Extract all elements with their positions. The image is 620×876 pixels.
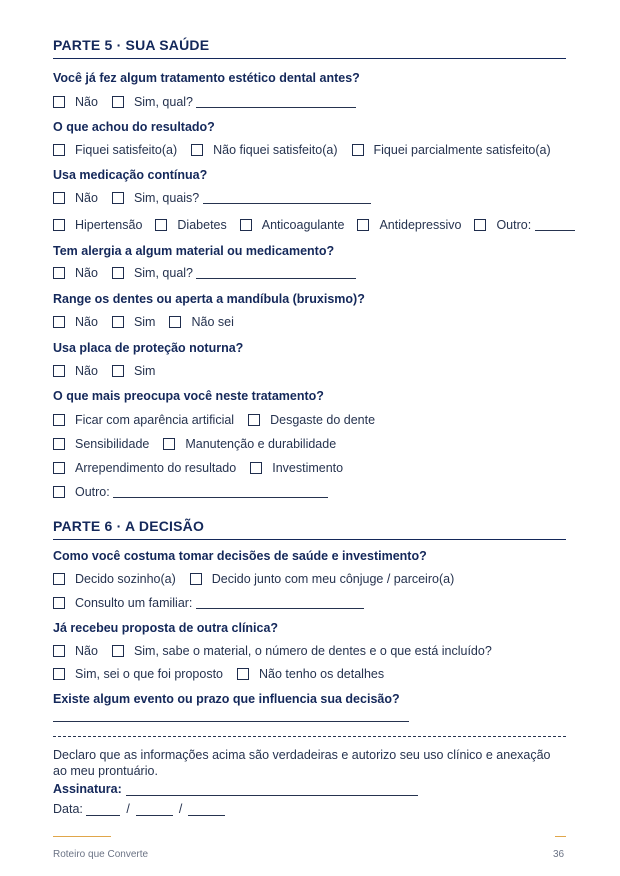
checkbox[interactable] <box>53 414 65 426</box>
options-decision-style-1 <box>53 571 468 587</box>
checkbox[interactable] <box>190 573 202 585</box>
part5-section <box>53 37 566 59</box>
question-other-clinic: Já recebeu proposta de outra clínica? <box>53 621 279 635</box>
answer-line[interactable] <box>196 597 364 609</box>
checkbox[interactable] <box>53 668 65 680</box>
question-main-concern: O que mais preocupa você neste tratamento? <box>53 389 324 403</box>
checkbox[interactable] <box>53 219 65 231</box>
signature-row <box>53 782 418 796</box>
checkbox[interactable] <box>53 316 65 328</box>
checkbox[interactable] <box>191 144 203 156</box>
checkbox[interactable] <box>53 462 65 474</box>
answer-line[interactable] <box>113 486 328 498</box>
checkbox[interactable] <box>474 219 486 231</box>
option-sensitivity[interactable]: Sensibilidade <box>53 437 149 451</box>
question-result-opinion: O que achou do resultado? <box>53 120 215 134</box>
option-other[interactable]: Outro: <box>474 218 574 232</box>
options-other-clinic-2 <box>53 666 398 682</box>
options-previous-treatment <box>53 94 370 110</box>
checkbox[interactable] <box>53 192 65 204</box>
option-yes[interactable]: Sim <box>112 364 156 378</box>
option-no[interactable]: Não <box>53 266 98 280</box>
date-day-line[interactable] <box>86 804 120 816</box>
option-no[interactable]: Não <box>53 315 98 329</box>
option-hypertension[interactable]: Hipertensão <box>53 218 142 232</box>
option-no-details[interactable]: Não tenho os detalhes <box>237 667 384 681</box>
option-not-satisfied[interactable]: Não fiquei satisfeito(a) <box>191 143 337 157</box>
options-medication-types <box>53 217 575 233</box>
option-yes-which[interactable]: Sim, quais? <box>112 191 371 205</box>
footer-accent-rule-right <box>555 836 566 837</box>
declaration-text: Declaro que as informações acima são verdadeiras e autorizo seu uso clínico e anexação ao meu prontuário. <box>53 748 551 778</box>
checkbox[interactable] <box>53 597 65 609</box>
date-label: Data: <box>53 802 83 816</box>
date-year-line[interactable] <box>188 804 225 816</box>
answer-line[interactable] <box>535 219 575 231</box>
option-maintenance-durability[interactable]: Manutenção e durabilidade <box>163 437 336 451</box>
option-satisfied[interactable]: Fiquei satisfeito(a) <box>53 143 177 157</box>
checkbox[interactable] <box>112 365 124 377</box>
part6-section <box>53 518 566 540</box>
options-allergy <box>53 265 370 281</box>
page-number: 36 <box>553 849 565 860</box>
option-yes[interactable]: Sim <box>112 315 156 329</box>
question-night-guard: Usa placa de proteção noturna? <box>53 341 244 355</box>
checkbox[interactable] <box>155 219 167 231</box>
options-continuous-medication <box>53 190 385 206</box>
checkbox[interactable] <box>53 144 65 156</box>
checkbox[interactable] <box>112 192 124 204</box>
option-no[interactable]: Não <box>53 191 98 205</box>
date-row <box>53 802 225 816</box>
checkbox[interactable] <box>112 267 124 279</box>
checkbox[interactable] <box>53 365 65 377</box>
footer-title: Roteiro que Converte <box>53 849 149 860</box>
checkbox[interactable] <box>53 267 65 279</box>
checkbox[interactable] <box>163 438 175 450</box>
question-decision-style: Como você costuma tomar decisões de saúde e investimento? <box>53 549 427 563</box>
checkbox[interactable] <box>169 316 181 328</box>
answer-line[interactable] <box>53 711 409 722</box>
option-no[interactable]: Não <box>53 95 98 109</box>
option-no[interactable]: Não <box>53 364 98 378</box>
options-main-concern-4 <box>53 484 342 500</box>
checkbox[interactable] <box>53 438 65 450</box>
options-main-concern-3 <box>53 460 357 476</box>
question-deadline: Existe algum evento ou prazo que influencia sua decisão? <box>53 692 400 706</box>
options-bruxism <box>53 314 248 330</box>
options-main-concern-2 <box>53 436 350 452</box>
option-dont-know[interactable]: Não sei <box>169 315 233 329</box>
option-yes-knows-details[interactable]: Sim, sabe o material, o número de dentes e o que está incluído? <box>112 644 492 658</box>
part5-title: PARTE 5 · SUA SAÚDE <box>53 37 566 59</box>
checkbox[interactable] <box>248 414 260 426</box>
question-allergy: Tem alergia a algum material ou medicamento? <box>53 244 335 258</box>
separator-line <box>53 736 566 737</box>
option-regret[interactable]: Arrependimento do resultado <box>53 461 236 475</box>
checkbox[interactable] <box>357 219 369 231</box>
option-yes-knows-proposal[interactable]: Sim, sei o que foi proposto <box>53 667 223 681</box>
signature-label: Assinatura: <box>53 782 122 796</box>
checkbox[interactable] <box>53 486 65 498</box>
answer-line[interactable] <box>196 267 356 279</box>
option-alone[interactable]: Decido sozinho(a) <box>53 572 176 586</box>
option-antidepressant[interactable]: Antidepressivo <box>357 218 461 232</box>
options-main-concern-1 <box>53 412 389 428</box>
options-result-opinion <box>53 142 565 158</box>
date-separator: / <box>178 802 183 816</box>
date-separator: / <box>126 802 130 816</box>
signature-line[interactable] <box>126 784 418 796</box>
checkbox[interactable] <box>112 316 124 328</box>
option-yes-which[interactable]: Sim, qual? <box>112 95 357 109</box>
option-diabetes[interactable]: Diabetes <box>155 218 226 232</box>
part6-title: PARTE 6 · A DECISÃO <box>53 518 566 540</box>
option-artificial-look[interactable]: Ficar com aparência artificial <box>53 413 234 427</box>
option-tooth-wear[interactable]: Desgaste do dente <box>248 413 375 427</box>
footer-accent-rule-left <box>53 836 111 837</box>
checkbox[interactable] <box>240 219 252 231</box>
checkbox[interactable] <box>250 462 262 474</box>
option-family[interactable]: Consulto um familiar: <box>53 596 364 610</box>
option-other[interactable]: Outro: <box>53 485 328 499</box>
question-previous-treatment: Você já fez algum tratamento estético dental antes? <box>53 71 360 85</box>
answer-line[interactable] <box>203 192 371 204</box>
checkbox[interactable] <box>112 96 124 108</box>
checkbox[interactable] <box>112 645 124 657</box>
checkbox[interactable] <box>53 645 65 657</box>
checkbox[interactable] <box>53 573 65 585</box>
checkbox[interactable] <box>352 144 364 156</box>
checkbox[interactable] <box>53 96 65 108</box>
date-month-line[interactable] <box>136 804 173 816</box>
option-partially-satisfied[interactable]: Fiquei parcialmente satisfeito(a) <box>352 143 551 157</box>
options-night-guard <box>53 363 169 379</box>
option-anticoagulant[interactable]: Anticoagulante <box>240 218 345 232</box>
option-with-partner[interactable]: Decido junto com meu cônjuge / parceiro(a) <box>190 572 454 586</box>
checkbox[interactable] <box>237 668 249 680</box>
option-yes-which[interactable]: Sim, qual? <box>112 266 357 280</box>
answer-line[interactable] <box>196 96 356 108</box>
option-no[interactable]: Não <box>53 644 98 658</box>
question-bruxism: Range os dentes ou aperta a mandíbula (bruxismo)? <box>53 292 365 306</box>
options-other-clinic-1 <box>53 643 506 659</box>
question-continuous-medication: Usa medicação contínua? <box>53 168 208 182</box>
options-decision-style-2 <box>53 595 378 611</box>
option-investment[interactable]: Investimento <box>250 461 343 475</box>
